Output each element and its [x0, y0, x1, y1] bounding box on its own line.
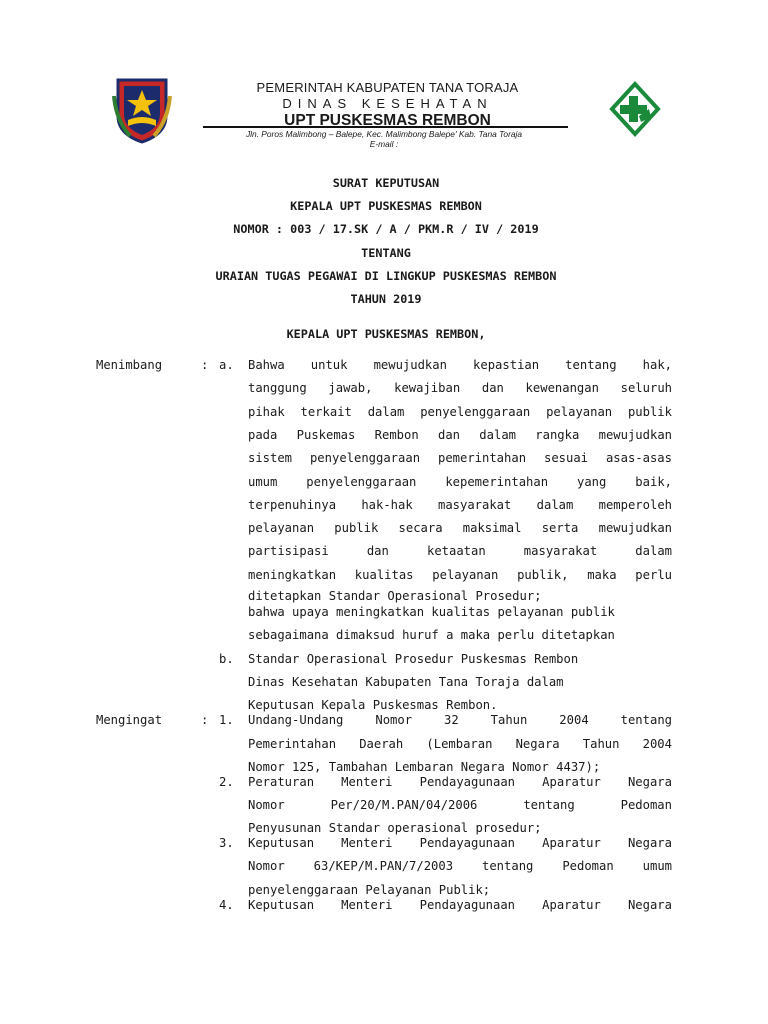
- letterhead-rule: [203, 126, 568, 128]
- menimbang-a-line: tanggung jawab, kewajiban dan kewenangan seluruh: [248, 381, 672, 395]
- mengingat-colon: :: [201, 713, 209, 727]
- menimbang-a-line: partisipasi dan ketaatan masyarakat dalam: [248, 544, 672, 558]
- menimbang-a-line: pihak terkait dalam penyelenggaraan pelayanan publik: [248, 405, 672, 419]
- menimbang-a-line: pelayanan publik secara maksimal serta mewujudkan: [248, 521, 672, 535]
- mengingat-item-line: Penyusunan Standar operasional prosedur;: [248, 821, 542, 835]
- menimbang-b-line: Keputusan Kepala Puskesmas Rembon.: [248, 698, 498, 712]
- menimbang-colon: :: [201, 358, 209, 372]
- mengingat-item-line: Keputusan Menteri Pendayagunaan Aparatur Negara: [248, 898, 672, 912]
- issuer-heading: KEPALA UPT PUSKESMAS REMBON,: [286, 327, 486, 341]
- mengingat-item-marker: 3.: [219, 836, 234, 850]
- menimbang-a-line: pada Puskemas Rembon dan dalam rangka mewujudkan: [248, 428, 672, 442]
- menimbang-label: Menimbang: [96, 358, 163, 372]
- title-line-6: TAHUN 2019: [350, 291, 422, 306]
- mengingat-item-line: Nomor Per/20/M.PAN/04/2006 tentang Pedoman: [248, 798, 672, 812]
- letterhead-government: PEMERINTAH KABUPATEN TANA TORAJA: [256, 80, 519, 95]
- mengingat-item-marker: 2.: [219, 775, 234, 789]
- menimbang-a-marker: a.: [219, 358, 234, 372]
- title-line-1: SURAT KEPUTUSAN: [332, 176, 440, 190]
- title-line-2: KEPALA UPT PUSKESMAS REMBON: [290, 199, 482, 214]
- mengingat-item-line: Undang-Undang Nomor 32 Tahun 2004 tentang: [248, 713, 672, 727]
- letterhead-department: DINAS KESEHATAN: [282, 96, 493, 111]
- menimbang-a-line: umum penyelenggaraan kepemerintahan yang baik,: [248, 475, 672, 489]
- mengingat-item-line: Nomor 63/KEP/M.PAN/7/2003 tentang Pedoman umum: [248, 859, 672, 873]
- menimbang-a-line: terpenuhinya hak-hak masyarakat dalam memperoleh: [248, 498, 672, 512]
- mengingat-item-line: penyelenggaraan Pelayanan Publik;: [248, 883, 491, 897]
- menimbang-a-line: Bahwa untuk mewujudkan kepastian tentang hak,: [248, 358, 672, 372]
- letterhead-unit: UPT PUSKESMAS REMBON: [284, 112, 491, 129]
- letterhead-address-block: [205, 129, 563, 149]
- title-line-4: TENTANG: [361, 245, 411, 260]
- letterhead-email: E-mail :: [369, 139, 399, 149]
- regency-emblem-icon: [112, 76, 172, 144]
- mengingat-item-line: Pemerintahan Daerah (Lembaran Negara Tahun 2004: [248, 737, 672, 751]
- mengingat-label: Mengingat: [96, 713, 163, 727]
- menimbang-a-line: sistem penyelenggaraan pemerintahan sesuai asas-asas: [248, 451, 672, 465]
- title-line-5: URAIAN TUGAS PEGAWAI DI LINGKUP PUSKESMAS REMBON: [215, 268, 557, 283]
- menimbang-a-line: bahwa upaya meningkatkan kualitas pelayanan publik: [248, 605, 615, 619]
- menimbang-a-line: meningkatkan kualitas pelayanan publik, maka perlu: [248, 568, 672, 582]
- mengingat-item-line: Keputusan Menteri Pendayagunaan Aparatur Negara: [248, 836, 672, 850]
- letterhead: [175, 80, 600, 130]
- mengingat-item-line: Nomor 125, Tambahan Lembaran Negara Nomor 4437);: [248, 760, 601, 774]
- menimbang-b-line: Dinas Kesehatan Kabupaten Tana Toraja dalam: [248, 675, 564, 689]
- menimbang-b-line: Standar Operasional Prosedur Puskesmas Rembon: [248, 652, 579, 666]
- decree-title: [100, 172, 672, 311]
- mengingat-item-marker: 1.: [219, 713, 234, 727]
- puskesmas-logo-icon: [609, 81, 661, 137]
- menimbang-b-marker: b.: [219, 652, 234, 666]
- menimbang-a-line: sebagaimana dimaksud huruf a maka perlu ditetapkan: [248, 628, 615, 642]
- mengingat-item-line: Peraturan Menteri Pendayagunaan Aparatur Negara: [248, 775, 672, 789]
- menimbang-a-line: ditetapkan Standar Operasional Prosedur;: [248, 589, 542, 603]
- title-line-3: NOMOR : 003 / 17.SK / A / PKM.R / IV / 2019: [233, 222, 539, 237]
- letterhead-address: Jln. Poros Malimbong – Balepe, Kec. Malimbong Balepe' Kab. Tana Toraja: [245, 129, 523, 139]
- mengingat-item-marker: 4.: [219, 898, 234, 912]
